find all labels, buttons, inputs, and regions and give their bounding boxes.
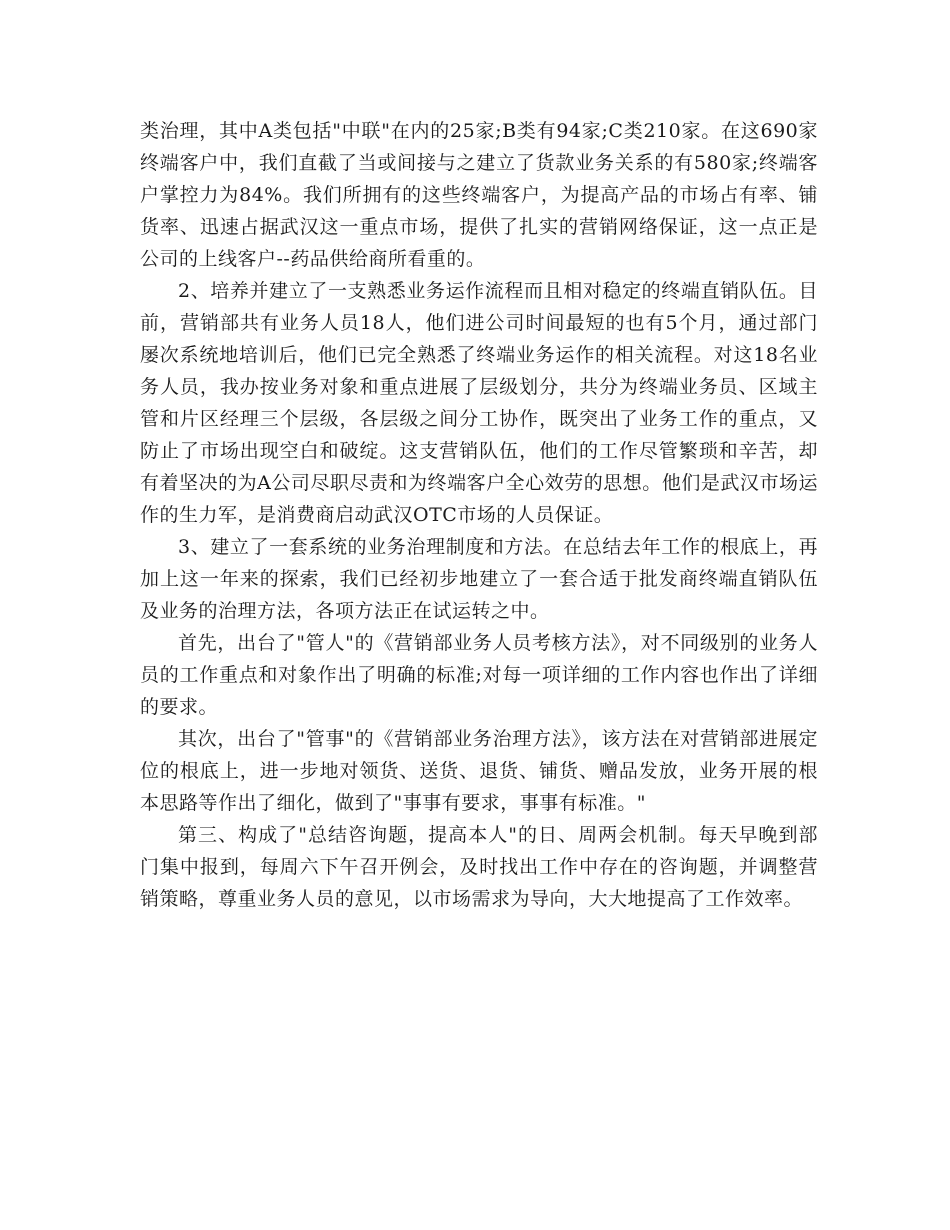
paragraph-item-3: 3、建立了一套系统的业务治理制度和方法。在总结去年工作的根底上，再加上这一年来的探索，我们已经初步地建立了一套合适于批发商终端直销队伍及业务的治理方法，各项方法正在试运转之中。 — [140, 536, 818, 622]
document-body — [140, 115, 818, 915]
paragraph-first: 首先，出台了"管人"的《营销部业务人员考核方法》，对不同级别的业务人员的工作重点和对象作出了明确的标准;对每一项详细的工作内容也作出了详细的要求。 — [140, 632, 818, 718]
paragraph-item-2: 2、培养并建立了一支熟悉业务运作流程而且相对稳定的终端直销队伍。目前，营销部共有业务人员18人，他们进公司时间最短的也有5个月，通过部门屡次系统地培训后，他们已完全熟悉了终端业务运作的相关流程。对这18名业务人员，我办按业务对象和重点进展了层级划分，共分为终端业务员、区域主管和片区经理三个层级，各层级之间分工协作，既突出了业务工作的重点，又防止了市场出现空白和破绽。这支营销队伍，他们的工作尽管繁琐和辛苦，却有着坚决的为A公司尽职尽责和为终端客户全心效劳的思想。他们是武汉市场运作的生力军，是消费商启动武汉OTC市场的人员保证。 — [140, 280, 818, 526]
paragraph-second: 其次，出台了"管事"的《营销部业务治理方法》，该方法在对营销部进展定位的根底上，进一步地对领货、送货、退货、铺货、赠品发放，业务开展的根本思路等作出了细化，做到了"事事有要求，事事有标准。" — [140, 728, 818, 814]
paragraph-continuation: 类治理，其中A类包括"中联"在内的25家;B类有94家;C类210家。在这690家终端客户中，我们直截了当或间接与之建立了货款业务关系的有580家;终端客户掌控力为84%。我们所拥有的这些终端客户，为提高产品的市场占有率、铺货率、迅速占据武汉这一重点市场，提供了扎实的营销网络保证，这一点正是公司的上线客户--药品供给商所看重的。 — [140, 120, 818, 270]
paragraph-third: 第三、构成了"总结咨询题，提高本人"的日、周两会机制。每天早晚到部门集中报到，每周六下午召开例会，及时找出工作中存在的咨询题，并调整营销策略，尊重业务人员的意见，以市场需求为导向，大大地提高了工作效率。 — [140, 824, 818, 910]
